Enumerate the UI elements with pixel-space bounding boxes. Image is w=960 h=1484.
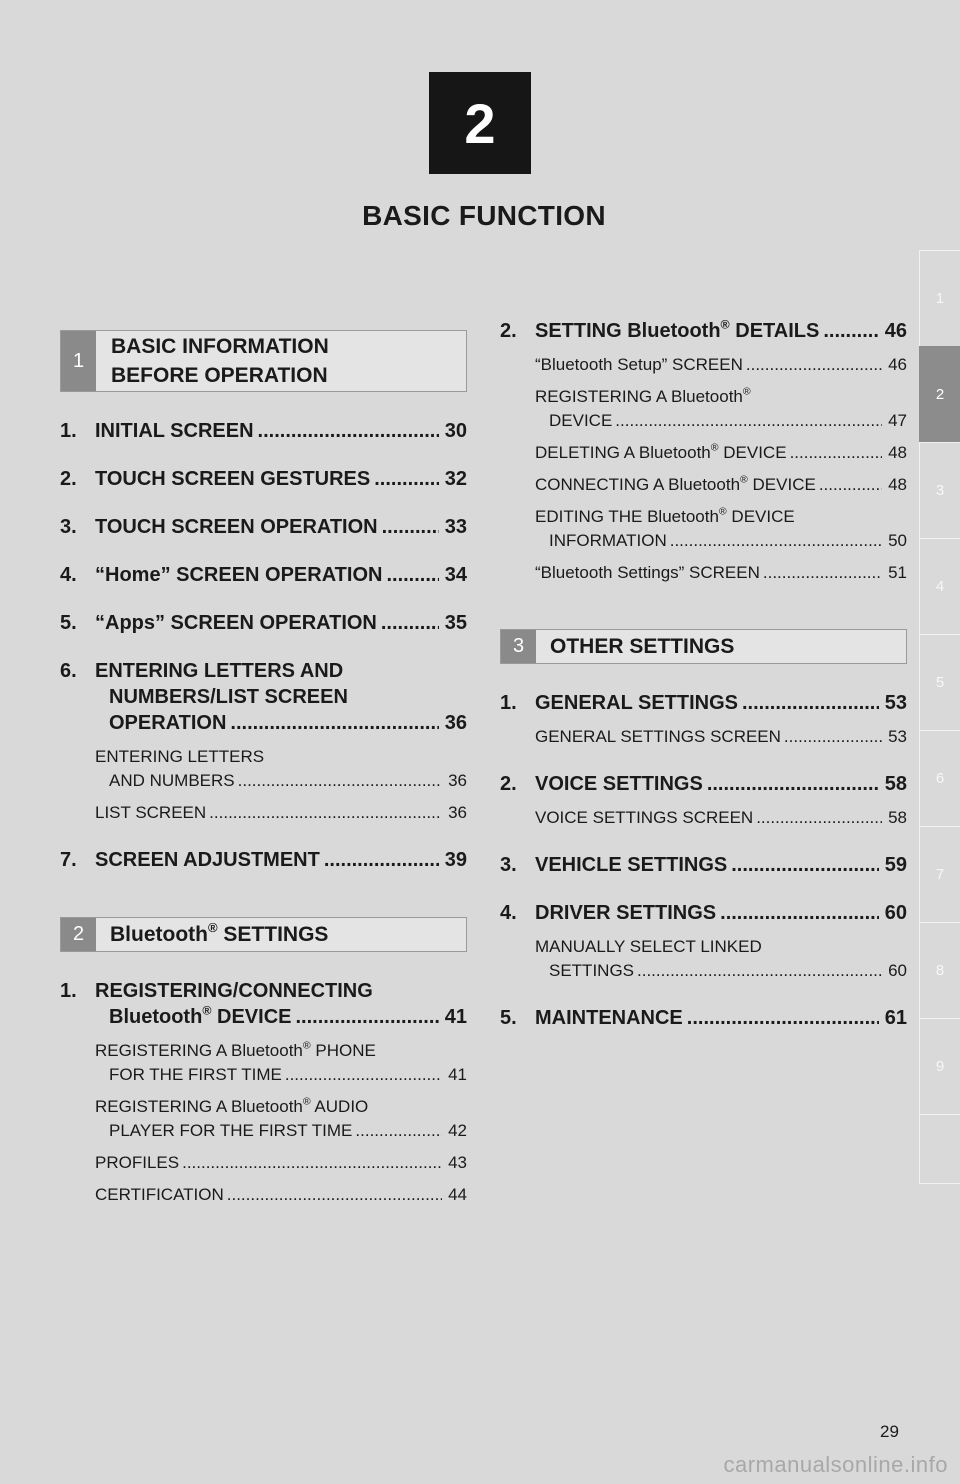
toc-entry-maintenance[interactable]: 5. MAINTENANCE ..... 61 <box>500 1005 907 1031</box>
tab-1[interactable]: 1 <box>919 250 960 346</box>
toc-sub-profiles[interactable]: PROFILES ..... 43 <box>60 1151 467 1175</box>
toc-sub-registering-phone[interactable]: REGISTERING A Bluetooth® PHONE FOR THE FIRST TIME ..... 41 <box>60 1039 467 1087</box>
right-column <box>500 318 907 1031</box>
toc-entry-touch-screen-gestures[interactable]: 2. TOUCH SCREEN GESTURES ..... 32 <box>60 466 467 492</box>
section-1-header <box>60 330 467 392</box>
toc-sub-editing-bluetooth-device[interactable]: EDITING THE Bluetooth® DEVICE INFORMATION ..... 50 <box>500 505 907 553</box>
toc-entry-touch-screen-operation[interactable]: 3. TOUCH SCREEN OPERATION ..... 33 <box>60 514 467 540</box>
toc-entry-registering-connecting[interactable]: 1. REGISTERING/CONNECTING Bluetooth® DEVICE ..... 41 <box>60 978 467 1030</box>
tab-blank <box>919 1114 960 1184</box>
toc-entry-home-screen-operation[interactable]: 4. “Home” SCREEN OPERATION ..... 34 <box>60 562 467 588</box>
toc-entry-general-settings[interactable]: 1. GENERAL SETTINGS ..... 53 <box>500 690 907 716</box>
toc-sub-general-settings-screen[interactable]: GENERAL SETTINGS SCREEN ..... 53 <box>500 725 907 749</box>
toc-sub-manually-select-linked-settings[interactable]: MANUALLY SELECT LINKED SETTINGS ..... 60 <box>500 935 907 983</box>
toc-entry-apps-screen-operation[interactable]: 5. “Apps” SCREEN OPERATION ..... 35 <box>60 610 467 636</box>
section-2-header <box>60 917 467 952</box>
tab-6[interactable]: 6 <box>919 730 960 826</box>
tab-2[interactable]: 2 <box>919 346 960 442</box>
section-1-number: 1 <box>61 331 96 391</box>
toc-sub-connecting-bluetooth-device[interactable]: CONNECTING A Bluetooth® DEVICE ..... 48 <box>500 473 907 497</box>
section-3-title: OTHER SETTINGS <box>550 635 735 658</box>
page-number: 29 <box>880 1422 899 1441</box>
section-1-title: BASIC INFORMATION BEFORE OPERATION <box>111 335 329 387</box>
toc-entry-driver-settings[interactable]: 4. DRIVER SETTINGS ..... 60 <box>500 900 907 926</box>
toc-entry-screen-adjustment[interactable]: 7. SCREEN ADJUSTMENT ..... 39 <box>60 847 467 873</box>
section-2-number: 2 <box>61 918 96 951</box>
toc-sub-registering-audio[interactable]: REGISTERING A Bluetooth® AUDIO PLAYER FOR THE FIRST TIME ..... 42 <box>60 1095 467 1143</box>
tab-4[interactable]: 4 <box>919 538 960 634</box>
tab-3[interactable]: 3 <box>919 442 960 538</box>
toc-entry-setting-bluetooth-details[interactable]: 2. SETTING Bluetooth® DETAILS ..... 46 <box>500 318 907 344</box>
chapter-title: BASIC FUNCTION <box>362 200 606 231</box>
chapter-tabs <box>919 250 960 1184</box>
toc-sub-list-screen[interactable]: LIST SCREEN ..... 36 <box>60 801 467 825</box>
tab-9[interactable]: 9 <box>919 1018 960 1114</box>
section-2-title: Bluetooth® SETTINGS <box>110 919 329 946</box>
toc-sub-voice-settings-screen[interactable]: VOICE SETTINGS SCREEN ..... 58 <box>500 806 907 830</box>
toc-entry-vehicle-settings[interactable]: 3. VEHICLE SETTINGS ..... 59 <box>500 852 907 878</box>
toc-sub-registering-bluetooth-device[interactable]: REGISTERING A Bluetooth® DEVICE ..... 47 <box>500 385 907 433</box>
toc-entry-entering-letters[interactable]: 6. ENTERING LETTERS AND NUMBERS/LIST SCREEN OPERATION ..... 36 <box>60 658 467 736</box>
chapter-number: 2 <box>464 91 496 155</box>
toc-sub-certification[interactable]: CERTIFICATION ..... 44 <box>60 1183 467 1207</box>
watermark: carmanualsonline.info <box>723 1452 948 1477</box>
toc-sub-deleting-bluetooth-device[interactable]: DELETING A Bluetooth® DEVICE ..... 48 <box>500 441 907 465</box>
left-column <box>60 330 467 1207</box>
toc-sub-entering-letters[interactable]: ENTERING LETTERS AND NUMBERS ..... 36 <box>60 745 467 793</box>
section-3-header <box>500 629 907 664</box>
toc-sub-bluetooth-setup-screen[interactable]: “Bluetooth Setup” SCREEN ..... 46 <box>500 353 907 377</box>
toc-entry-voice-settings[interactable]: 2. VOICE SETTINGS ..... 58 <box>500 771 907 797</box>
tab-8[interactable]: 8 <box>919 922 960 1018</box>
tab-7[interactable]: 7 <box>919 826 960 922</box>
chapter-number-box <box>429 72 531 174</box>
tab-5[interactable]: 5 <box>919 634 960 730</box>
section-3-number: 3 <box>501 630 536 663</box>
toc-entry-initial-screen[interactable]: 1. INITIAL SCREEN ..... 30 <box>60 418 467 444</box>
toc-sub-bluetooth-settings-screen[interactable]: “Bluetooth Settings” SCREEN ..... 51 <box>500 561 907 585</box>
